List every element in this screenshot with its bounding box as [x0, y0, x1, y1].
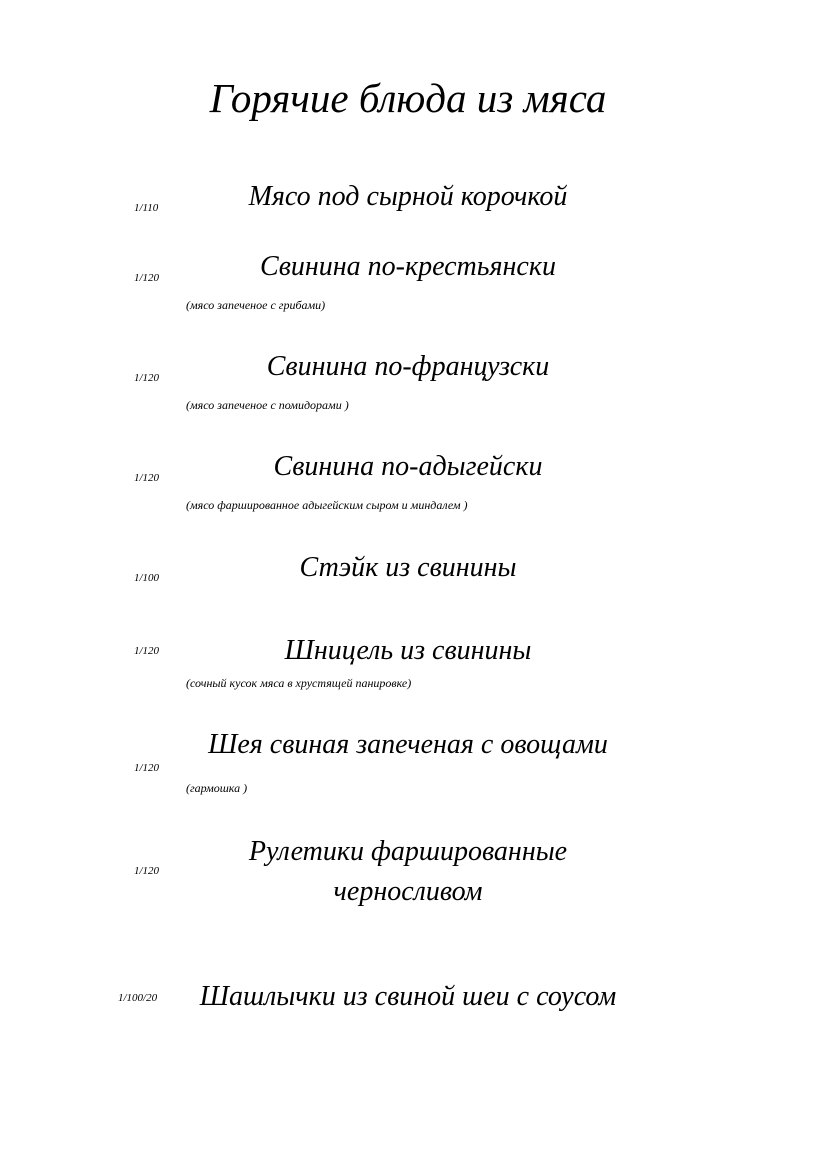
dish-name: Шея свиная запеченая с овощами	[208, 729, 608, 760]
dish-description: (сочный кусок мяса в хрустящей панировке)	[186, 676, 412, 690]
portion-size: 1/100/20	[118, 992, 158, 1004]
portion-size: 1/120	[134, 645, 160, 657]
portion-size: 1/100	[134, 572, 160, 584]
dish-description: (мясо фаршированное адыгейским сыром и миндалем )	[186, 498, 468, 512]
dish-name: Рулетики фаршированные черносливом	[248, 836, 568, 907]
dish-name: Свинина по-адыгейски	[273, 451, 543, 482]
portion-size: 1/120	[134, 472, 160, 484]
dish-description: (мясо запеченое с грибами)	[186, 298, 326, 312]
dish-name: Свинина по-крестьянски	[260, 251, 556, 282]
portion-size: 1/120	[134, 272, 160, 284]
dish-name: Стэйк из свинины	[299, 552, 517, 583]
dish-description: (гармошка )	[186, 781, 248, 795]
portion-size: 1/120	[134, 372, 160, 384]
page-title: Горячие блюда из мяса	[209, 75, 607, 121]
dish-description: (мясо запеченое с помидорами )	[186, 398, 349, 412]
portion-size: 1/120	[134, 865, 160, 877]
portion-size: 1/120	[134, 762, 160, 774]
portion-size: 1/110	[134, 202, 159, 214]
dish-name: Мясо под сырной корочкой	[248, 181, 568, 212]
dish-name: Шницель из свинины	[284, 635, 532, 666]
dish-name: Шашлычки из свиной шеи с соусом	[199, 981, 617, 1012]
dish-name: Свинина по-французски	[266, 351, 550, 382]
